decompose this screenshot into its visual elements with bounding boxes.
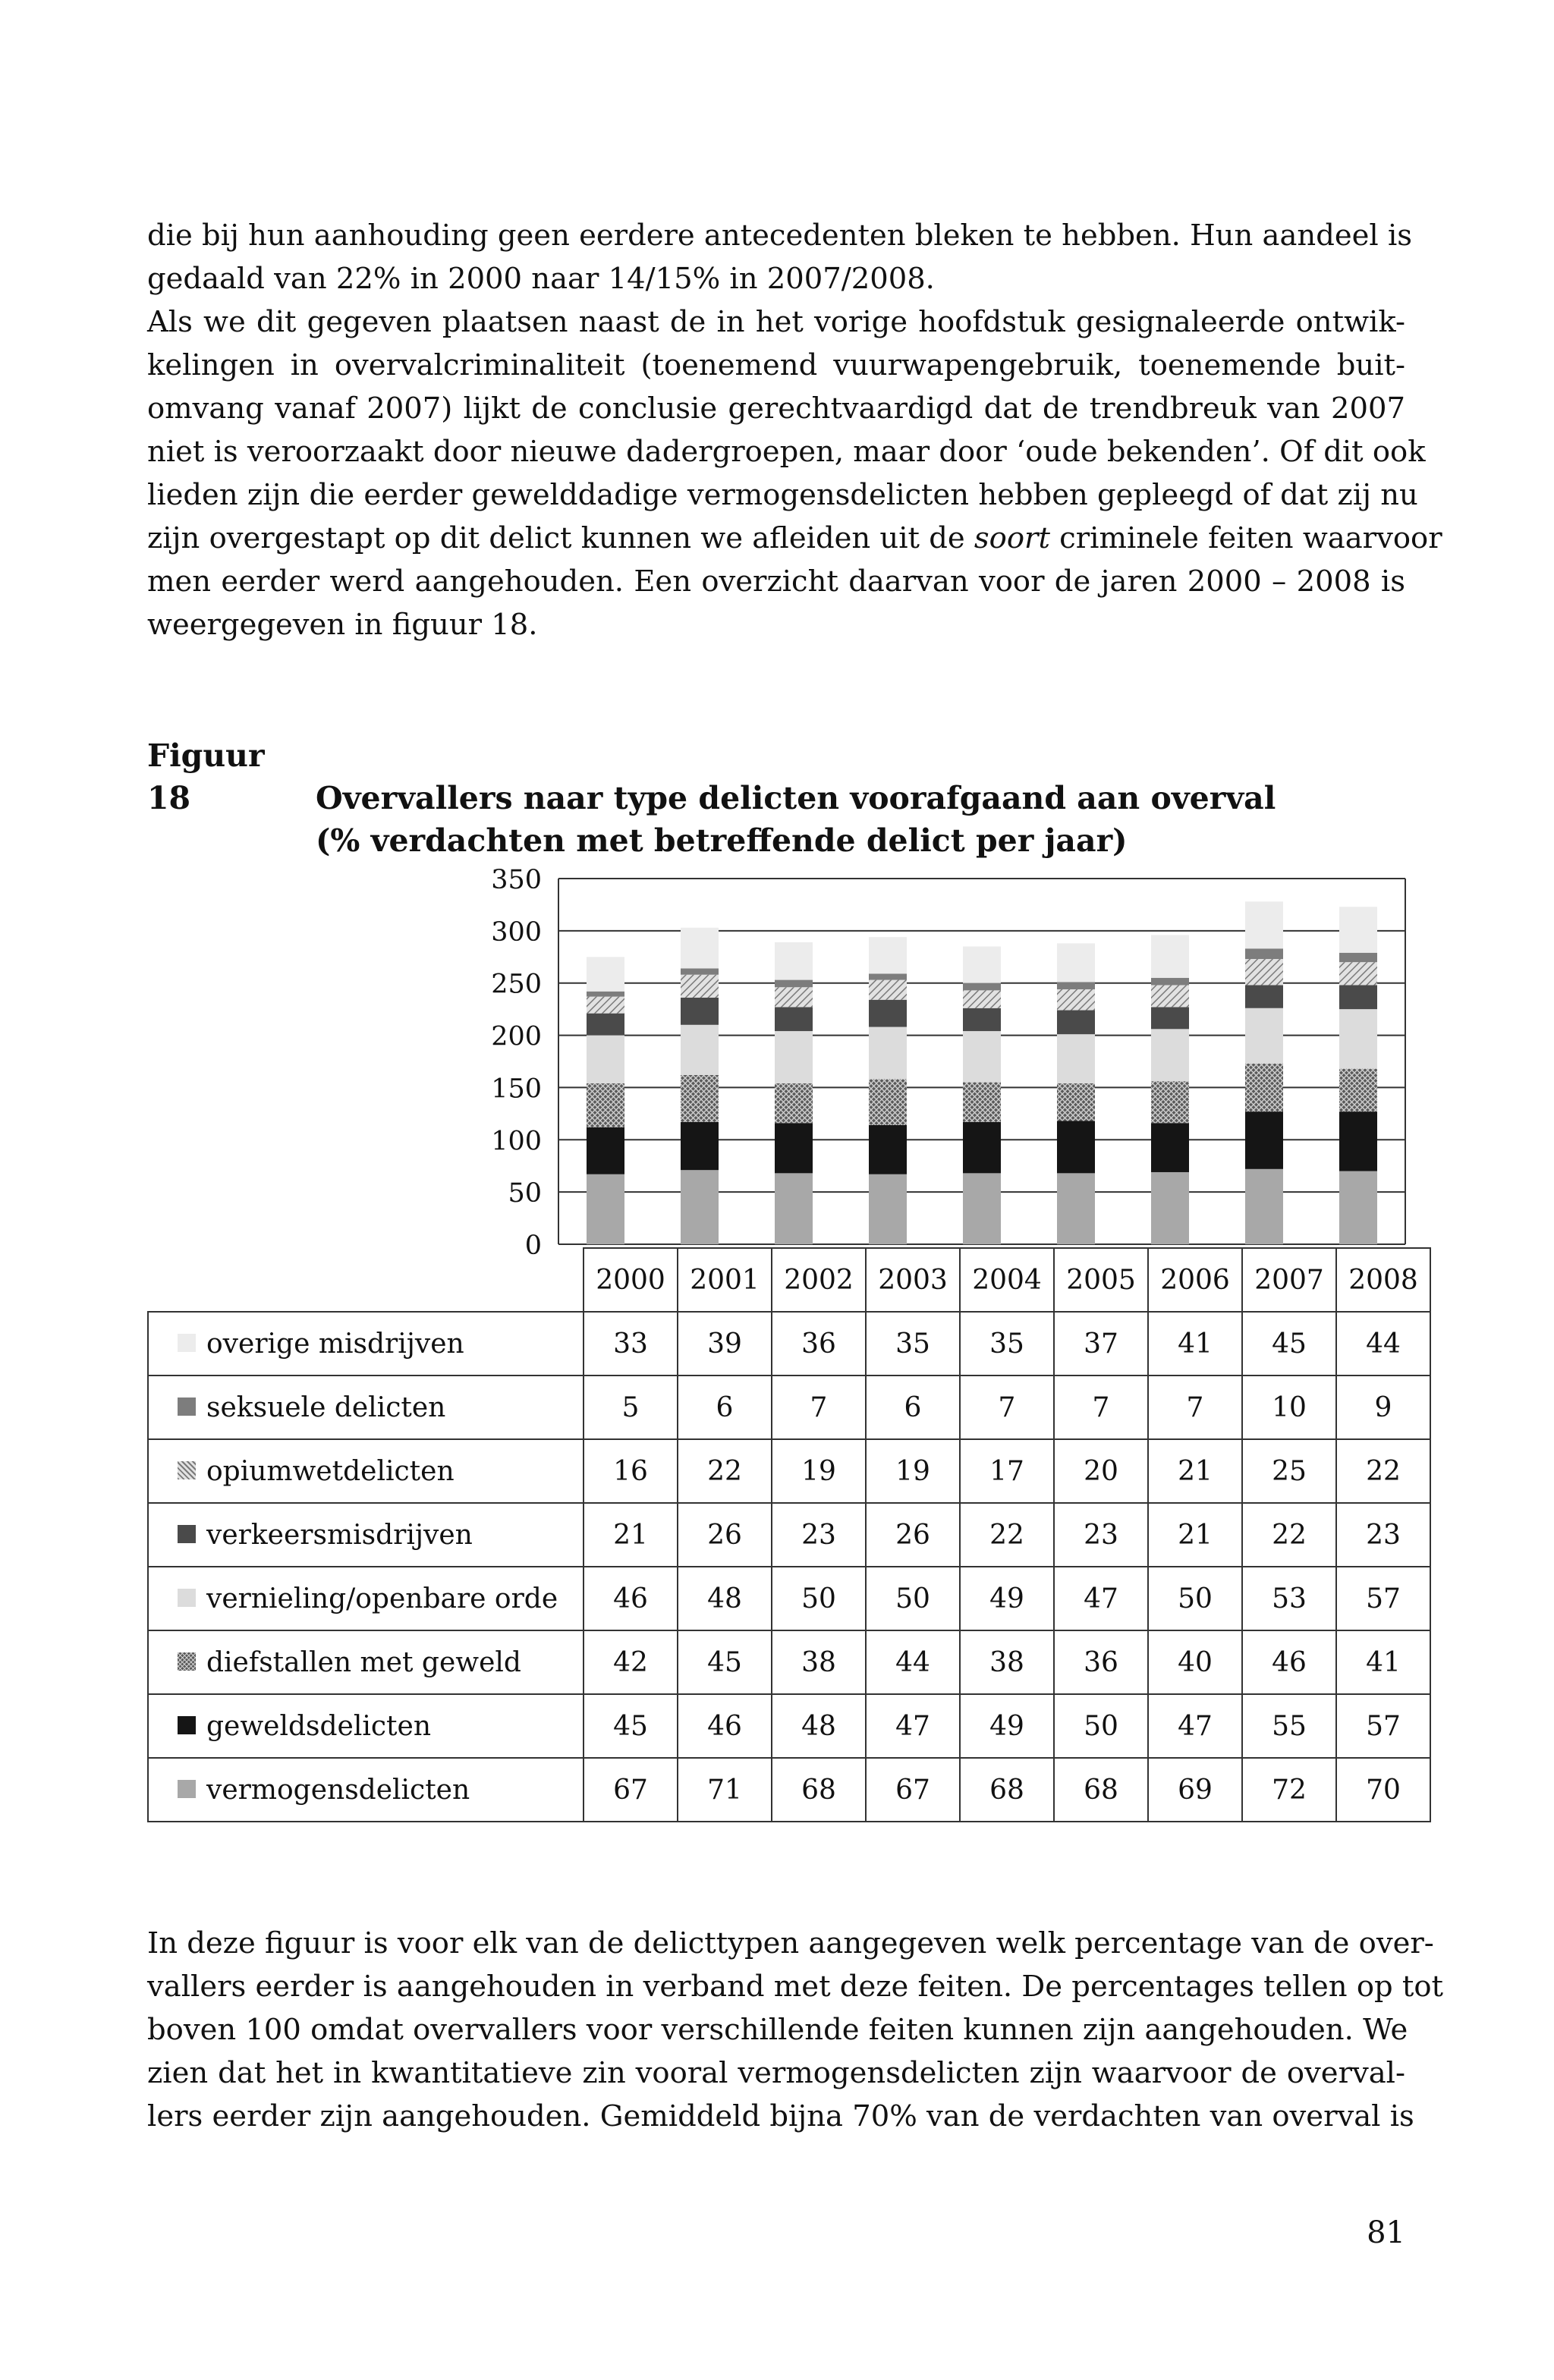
bar-segment bbox=[1151, 1123, 1189, 1172]
text-line: boven 100 omdat overvallers voor verschillende feiten kunnen zijn aangehouden. We bbox=[147, 2013, 1408, 2047]
bar-segment bbox=[775, 1173, 813, 1244]
legend-cell bbox=[148, 1630, 584, 1694]
table-row bbox=[148, 1503, 1430, 1567]
bar-segment bbox=[775, 1007, 813, 1031]
bar-segment bbox=[681, 968, 719, 974]
bar-segment bbox=[869, 1027, 907, 1080]
bar-segment bbox=[1057, 1034, 1095, 1083]
legend-label: verkeersmisdrijven bbox=[206, 1519, 473, 1551]
data-label: 40 bbox=[1148, 1630, 1242, 1694]
x-tick-label: 2001 bbox=[678, 1248, 772, 1312]
data-label: 35 bbox=[960, 1312, 1054, 1375]
data-label: 22 bbox=[1336, 1439, 1430, 1503]
y-tick-label: 50 bbox=[508, 1178, 542, 1209]
data-label: 21 bbox=[1148, 1503, 1242, 1567]
text-line: lers eerder zijn aangehouden. Gemiddeld bijna 70% van de verdachten van overval is bbox=[147, 2099, 1414, 2133]
legend-cell bbox=[148, 1312, 584, 1375]
discussion-paragraph bbox=[147, 1922, 1444, 2138]
x-tick-label: 2005 bbox=[1054, 1248, 1148, 1312]
data-label: 50 bbox=[772, 1567, 866, 1630]
text-line: lieden zijn die eerder gewelddadige vermogensdelicten hebben gepleegd of dat zij nu bbox=[147, 478, 1418, 512]
data-label: 19 bbox=[866, 1439, 960, 1503]
text-line: men eerder werd aangehouden. Een overzicht daarvan voor de jaren 2000 – 2008 is bbox=[147, 564, 1405, 599]
bar-segment bbox=[587, 1014, 624, 1036]
data-label: 57 bbox=[1336, 1567, 1430, 1630]
legend-label: geweldsdelicten bbox=[206, 1710, 431, 1742]
data-label: 44 bbox=[866, 1630, 960, 1694]
bar-segment bbox=[587, 1174, 624, 1244]
bar-segment bbox=[775, 987, 813, 1007]
legend-swatch bbox=[178, 1525, 196, 1543]
bar-segment bbox=[1057, 943, 1095, 982]
table-row bbox=[148, 1630, 1430, 1694]
x-tick-label: 2002 bbox=[772, 1248, 866, 1312]
data-label: 53 bbox=[1242, 1567, 1336, 1630]
bar-segment bbox=[869, 973, 907, 979]
data-label: 21 bbox=[1148, 1439, 1242, 1503]
figure-title-line2: (% verdachten met betreffende delict per jaar) bbox=[316, 822, 1128, 859]
legend-swatch bbox=[178, 1652, 196, 1671]
table-row bbox=[148, 1567, 1430, 1630]
data-label: 19 bbox=[772, 1439, 866, 1503]
data-label: 55 bbox=[1242, 1694, 1336, 1758]
bar-segment bbox=[869, 980, 907, 1000]
bar-segment bbox=[869, 1000, 907, 1027]
bar-segment bbox=[963, 1008, 1001, 1031]
text-line: In deze figuur is voor elk van de delicttypen aangegeven welk percentage van de over- bbox=[147, 1926, 1434, 1960]
legend-label: vernieling/openbare orde bbox=[206, 1583, 558, 1614]
legend-label: seksuele delicten bbox=[206, 1391, 446, 1423]
data-label: 7 bbox=[960, 1375, 1054, 1439]
bar-segment bbox=[587, 992, 624, 997]
bar-segment bbox=[1339, 985, 1377, 1009]
y-tick-label: 250 bbox=[491, 969, 542, 1000]
x-tick-label: 2008 bbox=[1336, 1248, 1430, 1312]
table-row bbox=[148, 1758, 1430, 1822]
data-label: 23 bbox=[772, 1503, 866, 1567]
bar-segment bbox=[963, 983, 1001, 991]
data-label: 45 bbox=[1242, 1312, 1336, 1375]
data-label: 6 bbox=[866, 1375, 960, 1439]
legend-label: vermogensdelicten bbox=[206, 1774, 470, 1806]
data-label: 47 bbox=[866, 1694, 960, 1758]
bar-segment bbox=[1057, 1121, 1095, 1173]
data-label: 47 bbox=[1054, 1567, 1148, 1630]
data-label: 57 bbox=[1336, 1694, 1430, 1758]
bar-segment bbox=[587, 1083, 624, 1127]
text-line: die bij hun aanhouding geen eerdere antecedenten bleken te hebben. Hun aandeel is bbox=[147, 219, 1413, 253]
text-line: Als we dit gegeven plaatsen naast de in het vorige hoofdstuk gesignaleerde ontwik- bbox=[147, 305, 1405, 339]
data-label: 45 bbox=[678, 1630, 772, 1694]
data-label: 46 bbox=[678, 1694, 772, 1758]
legend-label: opiumwetdelicten bbox=[206, 1455, 455, 1487]
data-label: 68 bbox=[960, 1758, 1054, 1822]
bar-segment bbox=[869, 1174, 907, 1244]
data-label: 26 bbox=[678, 1503, 772, 1567]
y-tick-label: 350 bbox=[491, 865, 542, 895]
y-tick-label: 150 bbox=[491, 1074, 542, 1105]
data-label: 48 bbox=[678, 1567, 772, 1630]
figure-label: Figuur 18 bbox=[147, 737, 265, 816]
legend-swatch bbox=[178, 1398, 196, 1416]
data-label: 35 bbox=[866, 1312, 960, 1375]
bar-segment bbox=[1151, 1029, 1189, 1081]
legend-swatch bbox=[178, 1716, 196, 1734]
data-label: 23 bbox=[1336, 1503, 1430, 1567]
data-label: 49 bbox=[960, 1694, 1054, 1758]
bar-segment bbox=[1339, 1069, 1377, 1111]
data-label: 72 bbox=[1242, 1758, 1336, 1822]
data-label: 22 bbox=[960, 1503, 1054, 1567]
data-label: 25 bbox=[1242, 1439, 1336, 1503]
data-label: 20 bbox=[1054, 1439, 1148, 1503]
legend-swatch bbox=[178, 1461, 196, 1479]
bar-segment bbox=[681, 1122, 719, 1170]
bar-segment bbox=[1245, 1064, 1283, 1111]
header-empty-cell bbox=[148, 1248, 584, 1312]
bar-segment bbox=[1245, 1169, 1283, 1244]
table-row bbox=[148, 1312, 1430, 1375]
x-tick-label: 2007 bbox=[1242, 1248, 1336, 1312]
text-line: vallers eerder is aangehouden in verband met deze feiten. De percentages tellen op tot bbox=[147, 1970, 1444, 2004]
data-label: 37 bbox=[1054, 1312, 1148, 1375]
legend-cell bbox=[148, 1503, 584, 1567]
bar-segment bbox=[681, 975, 719, 998]
legend-swatch bbox=[178, 1780, 196, 1798]
text-line: kelingen in overvalcriminaliteit (toenemend vuurwapengebruik, toenemende buit- bbox=[147, 348, 1405, 382]
table-row bbox=[148, 1375, 1430, 1439]
y-tick-label: 200 bbox=[491, 1021, 542, 1052]
y-tick-label: 300 bbox=[491, 916, 542, 948]
data-label: 10 bbox=[1242, 1375, 1336, 1439]
bar-segment bbox=[1057, 1173, 1095, 1244]
bar-segment bbox=[1245, 985, 1283, 1008]
data-label: 68 bbox=[1054, 1758, 1148, 1822]
table-row bbox=[148, 1439, 1430, 1503]
data-label: 67 bbox=[584, 1758, 678, 1822]
data-label: 7 bbox=[772, 1375, 866, 1439]
x-tick-label: 2004 bbox=[960, 1248, 1054, 1312]
bar-segment bbox=[681, 1075, 719, 1122]
bar-segment bbox=[681, 998, 719, 1025]
data-label: 22 bbox=[678, 1439, 772, 1503]
y-tick-label: 100 bbox=[491, 1126, 542, 1157]
bar-segment bbox=[1245, 901, 1283, 948]
bar-segment bbox=[1151, 978, 1189, 986]
data-label: 70 bbox=[1336, 1758, 1430, 1822]
bar-segment bbox=[1245, 1008, 1283, 1064]
bar-segment bbox=[869, 1079, 907, 1125]
bar-segment bbox=[869, 937, 907, 973]
bar-segment bbox=[587, 1036, 624, 1083]
data-label: 9 bbox=[1336, 1375, 1430, 1439]
bar-segment bbox=[775, 1031, 813, 1083]
data-label: 5 bbox=[584, 1375, 678, 1439]
y-tick-label: 0 bbox=[524, 1231, 542, 1261]
data-label: 38 bbox=[960, 1630, 1054, 1694]
bar-segment bbox=[963, 1173, 1001, 1244]
bar-segment bbox=[681, 1025, 719, 1075]
table-header-row bbox=[148, 1248, 1430, 1312]
bar-segment bbox=[681, 928, 719, 969]
bar-segment bbox=[775, 1083, 813, 1123]
bar-segment bbox=[1339, 907, 1377, 953]
data-label: 46 bbox=[584, 1567, 678, 1630]
text-line: gedaald van 22% in 2000 naar 14/15% in 2007/2008. bbox=[147, 262, 935, 296]
bar-segment bbox=[1339, 1009, 1377, 1068]
data-table bbox=[147, 1247, 1431, 1822]
data-label: 68 bbox=[772, 1758, 866, 1822]
bar-segment bbox=[775, 1123, 813, 1173]
data-label: 45 bbox=[584, 1694, 678, 1758]
text-run: criminele feiten waarvoor bbox=[1059, 521, 1442, 555]
text-line: niet is veroorzaakt door nieuwe dadergroepen, maar door ‘oude bekenden’. Of dit ook bbox=[147, 435, 1426, 469]
data-label: 39 bbox=[678, 1312, 772, 1375]
bar-segment bbox=[1339, 962, 1377, 985]
text-line: weergegeven in figuur 18. bbox=[147, 608, 538, 642]
bar-segment bbox=[1057, 1011, 1095, 1035]
bar-segment bbox=[1245, 959, 1283, 985]
data-label: 48 bbox=[772, 1694, 866, 1758]
table-row bbox=[148, 1694, 1430, 1758]
page-number: 81 bbox=[1367, 2215, 1405, 2250]
bar-segment bbox=[587, 1127, 624, 1174]
text-line: zien dat het in kwantitatieve zin vooral vermogensdelicten zijn waarvoor de overval- bbox=[147, 2056, 1405, 2090]
legend-swatch bbox=[178, 1589, 196, 1607]
legend-cell bbox=[148, 1694, 584, 1758]
data-label: 50 bbox=[1054, 1694, 1148, 1758]
bar-segment bbox=[587, 957, 624, 991]
text-line: omvang vanaf 2007) lijkt de conclusie gerechtvaardigd dat de trendbreuk van 2007 bbox=[147, 391, 1405, 426]
figure-title-line1: Overvallers naar type delicten voorafgaand aan overval bbox=[316, 780, 1276, 816]
data-label: 7 bbox=[1148, 1375, 1242, 1439]
data-label: 49 bbox=[960, 1567, 1054, 1630]
x-tick-label: 2006 bbox=[1148, 1248, 1242, 1312]
bar-segment bbox=[1057, 1083, 1095, 1121]
data-label: 33 bbox=[584, 1312, 678, 1375]
legend-label: overige misdrijven bbox=[206, 1328, 464, 1360]
legend-cell bbox=[148, 1758, 584, 1822]
bar-segment bbox=[681, 1170, 719, 1244]
bar-segment bbox=[963, 1083, 1001, 1122]
bar-segment bbox=[775, 942, 813, 980]
bar-segment bbox=[1339, 1111, 1377, 1171]
data-label: 50 bbox=[866, 1567, 960, 1630]
data-label: 41 bbox=[1336, 1630, 1430, 1694]
data-label: 47 bbox=[1148, 1694, 1242, 1758]
bar-segment bbox=[1151, 1172, 1189, 1244]
bar-segment bbox=[775, 980, 813, 988]
bar-segment bbox=[587, 997, 624, 1014]
data-label: 26 bbox=[866, 1503, 960, 1567]
data-label: 17 bbox=[960, 1439, 1054, 1503]
data-label: 7 bbox=[1054, 1375, 1148, 1439]
bar-segment bbox=[1151, 1007, 1189, 1029]
bar-segment bbox=[1151, 985, 1189, 1007]
data-label: 46 bbox=[1242, 1630, 1336, 1694]
data-label: 69 bbox=[1148, 1758, 1242, 1822]
data-label: 38 bbox=[772, 1630, 866, 1694]
data-label: 41 bbox=[1148, 1312, 1242, 1375]
legend-cell bbox=[148, 1439, 584, 1503]
bar-segment bbox=[963, 1122, 1001, 1173]
bar-segment bbox=[1245, 948, 1283, 959]
bar-segment bbox=[1245, 1111, 1283, 1169]
bar-segment bbox=[1339, 953, 1377, 962]
text-run: zijn overgestapt op dit delict kunnen we afleiden uit de bbox=[147, 521, 965, 555]
bar-segment bbox=[1057, 989, 1095, 1011]
bar-segment bbox=[1151, 935, 1189, 977]
bar-segment bbox=[869, 1125, 907, 1174]
data-label: 36 bbox=[772, 1312, 866, 1375]
x-tick-label: 2000 bbox=[584, 1248, 678, 1312]
emphasis-soort: soort bbox=[974, 521, 1050, 555]
bar-segment bbox=[963, 990, 1001, 1008]
data-label: 44 bbox=[1336, 1312, 1430, 1375]
data-label: 23 bbox=[1054, 1503, 1148, 1567]
data-label: 42 bbox=[584, 1630, 678, 1694]
data-label: 16 bbox=[584, 1439, 678, 1503]
data-label: 22 bbox=[1242, 1503, 1336, 1567]
x-tick-label: 2003 bbox=[866, 1248, 960, 1312]
bar-segment bbox=[1057, 982, 1095, 989]
legend-cell bbox=[148, 1567, 584, 1630]
data-label: 21 bbox=[584, 1503, 678, 1567]
data-label: 6 bbox=[678, 1375, 772, 1439]
data-label: 67 bbox=[866, 1758, 960, 1822]
legend-swatch bbox=[178, 1334, 196, 1352]
bar-segment bbox=[1151, 1081, 1189, 1123]
data-label: 36 bbox=[1054, 1630, 1148, 1694]
bar-segment bbox=[963, 1031, 1001, 1082]
data-label: 50 bbox=[1148, 1567, 1242, 1630]
legend-cell bbox=[148, 1375, 584, 1439]
bar-segment bbox=[1339, 1171, 1377, 1244]
bar-segment bbox=[963, 947, 1001, 983]
legend-label: diefstallen met geweld bbox=[206, 1646, 521, 1678]
data-label: 71 bbox=[678, 1758, 772, 1822]
